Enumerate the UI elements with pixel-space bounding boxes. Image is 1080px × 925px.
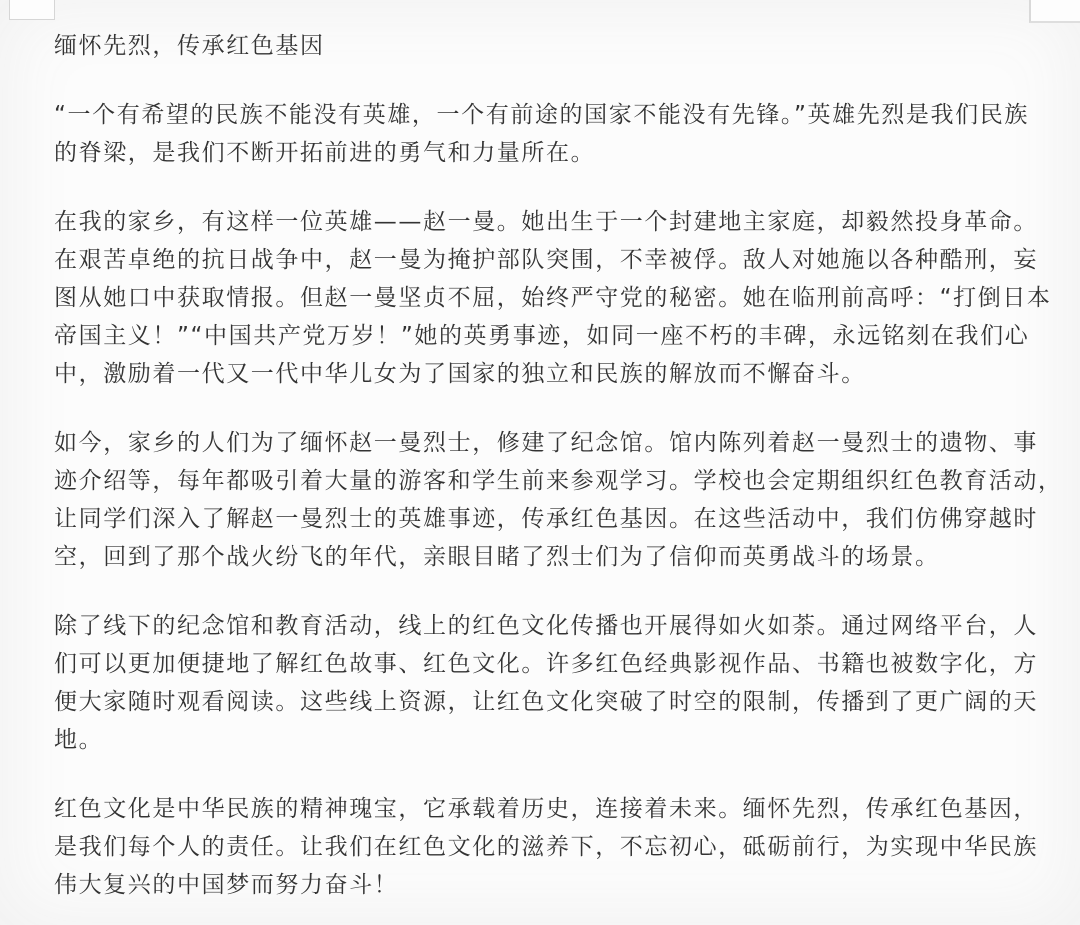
- paragraph-2-line-4: 帝国主义！”“中国共产党万岁！”她的英勇事迹，如同一座不朽的丰碑，永远铭刻在我们心: [54, 323, 1030, 349]
- paragraph-2-line-5: 中，激励着一代又一代中华儿女为了国家的独立和民族的解放而不懈奋斗。: [54, 361, 866, 387]
- paragraph-3-line-2: 迹介绍等，每年都吸引着大量的游客和学生前来参观学习。学校也会定期组织红色教育活动，: [54, 468, 1063, 494]
- paragraph-3-line-3: 让同学们深入了解赵一曼烈士的英雄事迹，传承红色基因。在这些活动中，我们仿佛穿越时: [54, 506, 1038, 532]
- essay-title: [54, 27, 1040, 65]
- paragraph-3: [54, 424, 1063, 576]
- paragraph-1-line-1: “一个有希望的民族不能没有英雄，一个有前途的国家不能没有先锋。”英雄先烈是我们民族: [54, 102, 1029, 128]
- paragraph-2-line-1: 在我的家乡，有这样一位英雄——赵一曼。她出生于一个封建地主家庭，却毅然投身革命。: [54, 209, 1038, 235]
- paragraph-5-line-3: 伟大复兴的中国梦而努力奋斗！: [54, 872, 399, 898]
- paragraph-4: [54, 607, 1040, 759]
- paragraph-1-line-2: 的脊梁，是我们不断开拓前进的勇气和力量所在。: [54, 140, 596, 166]
- paragraph-1: [54, 96, 1040, 172]
- essay-content: [54, 27, 1063, 904]
- crop-corner-mark-right: [1029, 0, 1080, 23]
- paragraph-2-line-3: 图从她口中获取情报。但赵一曼坚贞不屈，始终严守党的秘密。她在临刑前高呼：“打倒日本: [54, 285, 1052, 311]
- paragraph-4-line-2: 们可以更加便捷地了解红色故事、红色文化。许多红色经典影视作品、书籍也被数字化，方: [54, 651, 1038, 677]
- paragraph-4-line-1: 除了线下的纪念馆和教育活动，线上的红色文化传播也开展得如火如荼。通过网络平台，人: [54, 613, 1038, 639]
- paragraph-3-line-1: 如今，家乡的人们为了缅怀赵一曼烈士，修建了纪念馆。馆内陈列着赵一曼烈士的遗物、事: [54, 430, 1038, 456]
- paragraph-2-line-2: 在艰苦卓绝的抗日战争中，赵一曼为掩护部队突围，不幸被俘。敌人对她施以各种酷刑，妄: [54, 247, 1038, 273]
- paragraph-5-line-1: 红色文化是中华民族的精神瑰宝，它承载着历史，连接着未来。缅怀先烈，传承红色基因，: [54, 796, 1038, 822]
- paragraph-5: [54, 790, 1040, 904]
- paragraph-4-line-3: 便大家随时观看阅读。这些线上资源，让红色文化突破了时空的限制，传播到了更广阔的天: [54, 689, 1038, 715]
- title-text: 缅怀先烈，传承红色基因: [54, 33, 325, 59]
- paragraph-3-line-4: 空，回到了那个战火纷飞的年代，亲眼目睹了烈士们为了信仰而英勇战斗的场景。: [54, 544, 940, 570]
- paragraph-5-line-2: 是我们每个人的责任。让我们在红色文化的滋养下，不忘初心，砥砺前行，为实现中华民族: [54, 834, 1038, 860]
- crop-corner-mark-left: [9, 0, 55, 20]
- paragraph-2: [54, 203, 1052, 393]
- paragraph-4-line-4: 地。: [54, 727, 104, 753]
